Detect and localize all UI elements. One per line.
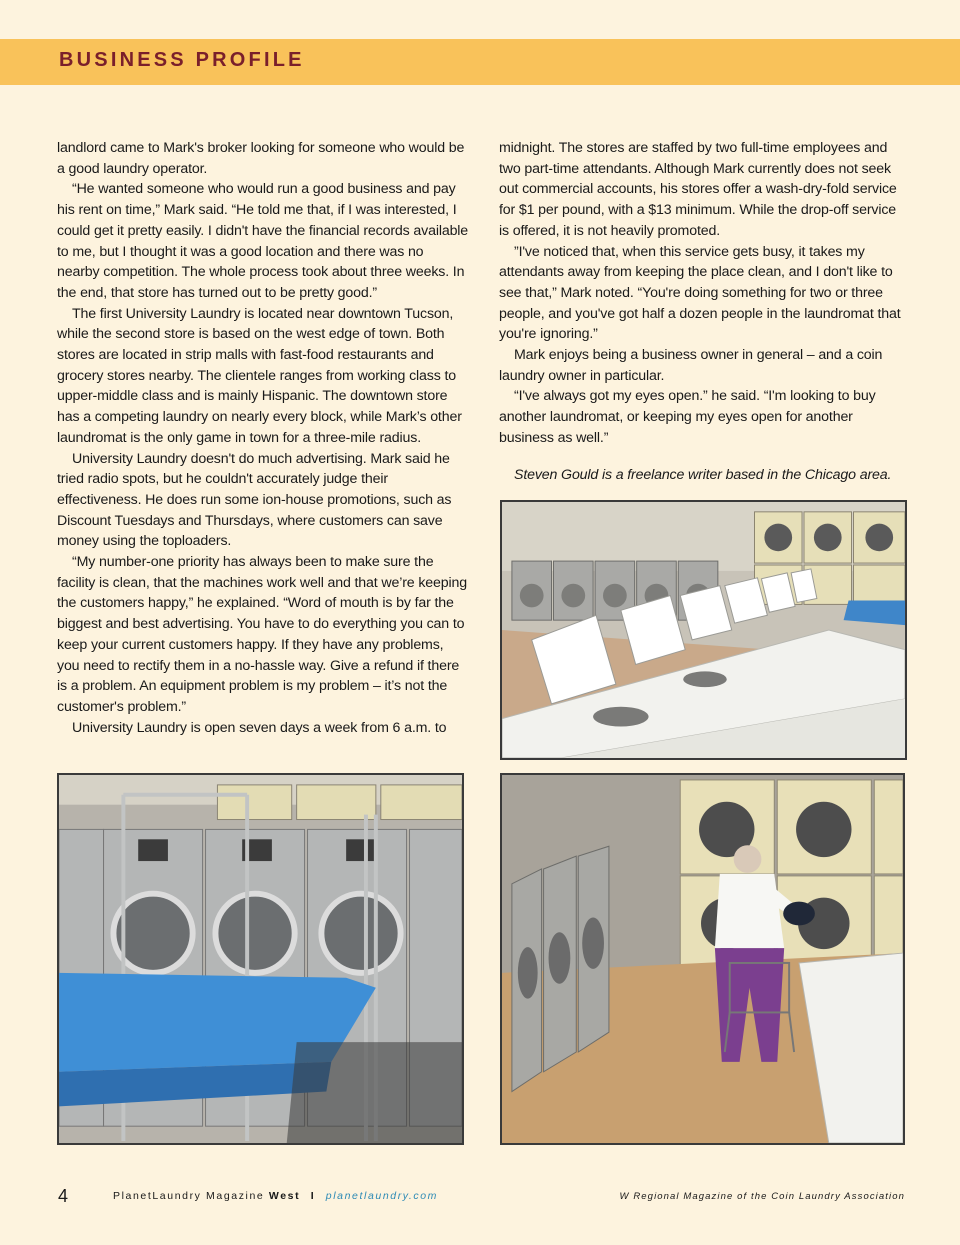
article-paragraph: University Laundry is open seven days a week from 6 a.m. to [72, 719, 447, 736]
magazine-name: PlanetLaundry Magazine [113, 1190, 265, 1202]
section-label: BUSINESS PROFILE [59, 49, 305, 71]
article-paragraph: midnight. The stores are staffed by two full-time employees and two part-time attendants. Although Mark currently does not seek out commercial accounts, his stores offer a wash-dry-fold service for $1 per pound, with a $13 minimum. While the drop-off service is offered, it is not heavily promoted. [499, 140, 897, 239]
article-paragraph: ”I've noticed that, when this service gets busy, it takes my attendants away from keeping the place clean, and I don't like to see that,” Mark noted. “You're doing something for two or three people, and you've got half a dozen people in the laundromat that you're ignoring.” [499, 243, 901, 343]
article-column-left [57, 138, 469, 738]
magazine-footer [113, 1190, 438, 1202]
author-byline: Steven Gould is a freelance writer based in the Chicago area. [514, 466, 892, 483]
article-paragraph: Mark enjoys being a business owner in general – and a coin laundry owner in particular. [499, 347, 883, 384]
article-paragraph: “He wanted someone who would run a good business and pay his rent on time,” Mark said. “He told me that, if I was interested, I could get it pretty easily. I didn't have the financial records available to me, but I thought it was a good location and there was no nearby competition. The whole process took about three weeks. In the end, that store has turned out to be pretty good.” [57, 181, 469, 301]
footer-separator: I [310, 1190, 316, 1202]
laundromat-front-loaders-photo [57, 773, 464, 1145]
article-paragraph: The first University Laundry is located near downtown Tucson, while the second store is based on the west edge of town. Both stores are located in strip malls with fast-food restaurants and grocery stores nearby. The clientele ranges from working class to upper-middle class and is mainly Hispanic. The downtown store has a competing laundry on nearly every block, while Mark’s other laundromat is the only game in town for a three-mile radius. [57, 305, 462, 446]
article-paragraph: landlord came to Mark's broker looking for someone who would be a good laundry operator. [57, 140, 465, 177]
laundromat-toploaders-photo [500, 500, 907, 760]
edition-label: West [268, 1190, 301, 1202]
article-column-right [499, 138, 909, 485]
article-paragraph: “My number-one priority has always been to make sure the facility is clean, that the machines work well and that we’re keeping the customers happy,” he explained. “Word of mouth is by far the biggest and best advertising. You have to do everything you can to keep your current customers happy. If they have any problems, you need to rectify them in a no-hassle way. Give a refund if there is a problem. An equipment problem is my problem – it’s not the customer's problem.” [57, 554, 467, 715]
website-link[interactable]: planetlaundry.com [325, 1190, 439, 1202]
page-number: 4 [58, 1186, 69, 1206]
article-paragraph: “I've always got my eyes open.” he said. “I'm looking to buy another laundromat, or keeping my eyes open for another business as well.” [499, 388, 876, 446]
article-paragraph: University Laundry doesn't do much advertising. Mark said he tried radio spots, but he couldn't accurately judge their effectiveness. He does run some ion-house promotions, such as Discount Tuesdays and Thursdays, where customers can save money using the toploaders. [57, 450, 452, 550]
laundromat-customer-photo [500, 773, 905, 1145]
footer-tagline: W Regional Magazine of the Coin Laundry Association [619, 1191, 905, 1202]
